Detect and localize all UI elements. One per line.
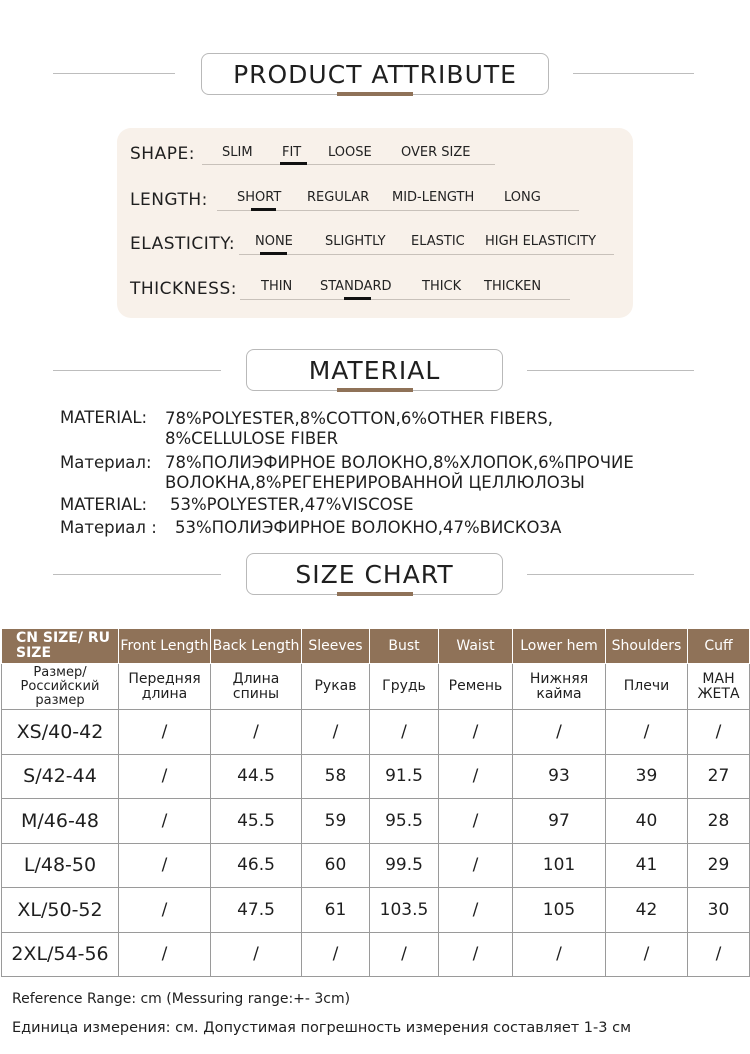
product-attribute-title: PRODUCT ATTRIBUTE xyxy=(201,53,549,95)
size-cell: L/48-50 xyxy=(2,843,119,888)
table-cell: / xyxy=(302,710,370,755)
option-elastic: ELASTIC xyxy=(411,234,465,249)
header-cell: МАН ЖЕТА xyxy=(688,664,750,710)
header-cell: Bust xyxy=(370,629,439,664)
table-cell: 58 xyxy=(302,754,370,799)
header-cell: Размер/ Российский размер xyxy=(2,664,119,710)
selected-indicator xyxy=(344,297,371,300)
reference-note-en: Reference Range: cm (Messuring range:+- 3cm) xyxy=(12,991,351,1007)
table-cell: 99.5 xyxy=(370,843,439,888)
option-long: LONG xyxy=(504,190,541,205)
attr-rule xyxy=(202,164,495,165)
option-high-elasticity: HIGH ELASTICITY xyxy=(485,234,597,249)
option-slightly: SLIGHTLY xyxy=(325,234,386,249)
header-cell: Плечи xyxy=(606,664,688,710)
option-thicken: THICKEN xyxy=(484,279,542,294)
option-none: NONE xyxy=(255,234,293,249)
header-cell: CN SIZE/ RU SIZE xyxy=(2,629,119,664)
divider-left xyxy=(53,73,175,74)
table-cell: 28 xyxy=(688,799,750,844)
table-row xyxy=(2,843,750,888)
attr-label-elasticity: ELASTICITY: xyxy=(130,234,236,254)
option-fit: FIT xyxy=(282,145,302,160)
table-cell: 44.5 xyxy=(211,754,302,799)
header-cell: Рукав xyxy=(302,664,370,710)
table-cell: 91.5 xyxy=(370,754,439,799)
header-cell: Back Length xyxy=(211,629,302,664)
selected-indicator xyxy=(280,162,307,165)
option-loose: LOOSE xyxy=(328,145,372,160)
size-cell: S/42-44 xyxy=(2,754,119,799)
size-cell: XS/40-42 xyxy=(2,710,119,755)
table-cell: 27 xyxy=(688,754,750,799)
table-cell: 61 xyxy=(302,888,370,933)
header-cell: Передняя длина xyxy=(119,664,211,710)
attr-label-length: LENGTH: xyxy=(130,190,208,210)
table-cell: 42 xyxy=(606,888,688,933)
header-cell: Ремень xyxy=(439,664,513,710)
material-value-ru: 53%ПОЛИЭФИРНОЕ ВОЛОКНО,47%ВИСКОЗА xyxy=(175,518,562,537)
attr-label-shape: SHAPE: xyxy=(130,144,195,164)
option-mid-length: MID-LENGTH xyxy=(392,190,475,205)
header-cell: Длина спины xyxy=(211,664,302,710)
option-thin: THIN xyxy=(261,279,293,294)
option-standard: STANDARD xyxy=(320,279,392,294)
option-over-size: OVER SIZE xyxy=(401,145,471,160)
table-cell: / xyxy=(119,888,211,933)
divider-right xyxy=(527,574,694,575)
reference-note-ru: Единица измерения: см. Допустимая погрешность измерения составляет 1-3 см xyxy=(12,1020,632,1036)
attr-rule xyxy=(239,254,614,255)
table-cell: 60 xyxy=(302,843,370,888)
selected-indicator xyxy=(260,252,287,255)
material-value: 53%POLYESTER,47%VISCOSE xyxy=(170,495,414,514)
size-cell: XL/50-52 xyxy=(2,888,119,933)
size-chart-title: SIZE CHART xyxy=(246,553,503,595)
title-underline xyxy=(337,92,413,96)
table-cell: 30 xyxy=(688,888,750,933)
table-cell: / xyxy=(211,932,302,977)
attr-rule xyxy=(240,299,570,300)
divider-right xyxy=(573,73,694,74)
option-slim: SLIM xyxy=(222,145,253,160)
material-value-cont: 8%CELLULOSE FIBER xyxy=(165,429,339,448)
size-cell: M/46-48 xyxy=(2,799,119,844)
table-cell: 46.5 xyxy=(211,843,302,888)
divider-right xyxy=(527,370,694,371)
table-cell: 93 xyxy=(513,754,606,799)
table-cell: / xyxy=(688,710,750,755)
header-cell: Front Length xyxy=(119,629,211,664)
table-header-ru xyxy=(2,664,750,710)
table-cell: 41 xyxy=(606,843,688,888)
table-cell: / xyxy=(119,710,211,755)
header-cell: Грудь xyxy=(370,664,439,710)
table-cell: 45.5 xyxy=(211,799,302,844)
material-value-ru: 78%ПОЛИЭФИРНОЕ ВОЛОКНО,8%ХЛОПОК,6%ПРОЧИЕ xyxy=(165,453,634,472)
table-cell: / xyxy=(119,754,211,799)
table-cell: / xyxy=(606,932,688,977)
table-cell: / xyxy=(370,932,439,977)
table-cell: 40 xyxy=(606,799,688,844)
header-cell: Sleeves xyxy=(302,629,370,664)
table-cell: / xyxy=(439,932,513,977)
table-cell: / xyxy=(606,710,688,755)
table-row xyxy=(2,710,750,755)
table-cell: 97 xyxy=(513,799,606,844)
table-cell: / xyxy=(119,932,211,977)
table-cell: / xyxy=(439,710,513,755)
table-cell: / xyxy=(688,932,750,977)
table-cell: / xyxy=(119,799,211,844)
table-cell: 105 xyxy=(513,888,606,933)
table-cell: / xyxy=(513,932,606,977)
table-cell: / xyxy=(513,710,606,755)
size-chart-table xyxy=(1,628,750,977)
material-label: MATERIAL: xyxy=(60,495,148,514)
table-cell: / xyxy=(439,888,513,933)
table-cell: / xyxy=(119,843,211,888)
attr-label-thickness: THICKNESS: xyxy=(130,279,237,299)
header-cell: Cuff xyxy=(688,629,750,664)
table-header-en xyxy=(2,629,750,664)
table-cell: / xyxy=(439,843,513,888)
option-regular: REGULAR xyxy=(307,190,370,205)
divider-left xyxy=(53,574,221,575)
table-cell: / xyxy=(211,710,302,755)
title-underline xyxy=(337,388,413,392)
material-value: 78%POLYESTER,8%COTTON,6%OTHER FIBERS, xyxy=(165,409,553,428)
table-cell: 47.5 xyxy=(211,888,302,933)
size-cell: 2XL/54-56 xyxy=(2,932,119,977)
divider-left xyxy=(53,370,221,371)
selected-indicator xyxy=(251,208,276,211)
material-label-ru: Материал : xyxy=(60,518,157,537)
table-cell: 103.5 xyxy=(370,888,439,933)
table-cell: 29 xyxy=(688,843,750,888)
table-row xyxy=(2,754,750,799)
material-title: MATERIAL xyxy=(246,349,503,391)
table-cell: / xyxy=(302,932,370,977)
table-cell: 39 xyxy=(606,754,688,799)
header-cell: Нижняя кайма xyxy=(513,664,606,710)
table-cell: / xyxy=(439,799,513,844)
table-cell: 101 xyxy=(513,843,606,888)
table-row xyxy=(2,932,750,977)
title-underline xyxy=(337,592,413,596)
material-label: MATERIAL: xyxy=(60,408,148,427)
table-row xyxy=(2,799,750,844)
material-label-ru: Материал: xyxy=(60,453,152,472)
table-cell: 95.5 xyxy=(370,799,439,844)
header-cell: Lower hem xyxy=(513,629,606,664)
table-cell: / xyxy=(439,754,513,799)
header-cell: Waist xyxy=(439,629,513,664)
table-cell: 59 xyxy=(302,799,370,844)
material-value-ru-cont: ВОЛОКНА,8%РЕГЕНЕРИРОВАННОЙ ЦЕЛЛЮЛОЗЫ xyxy=(165,473,585,492)
attribute-panel xyxy=(117,128,633,318)
header-cell: Shoulders xyxy=(606,629,688,664)
option-short: SHORT xyxy=(237,190,282,205)
table-cell: / xyxy=(370,710,439,755)
option-thick: THICK xyxy=(422,279,462,294)
table-row xyxy=(2,888,750,933)
